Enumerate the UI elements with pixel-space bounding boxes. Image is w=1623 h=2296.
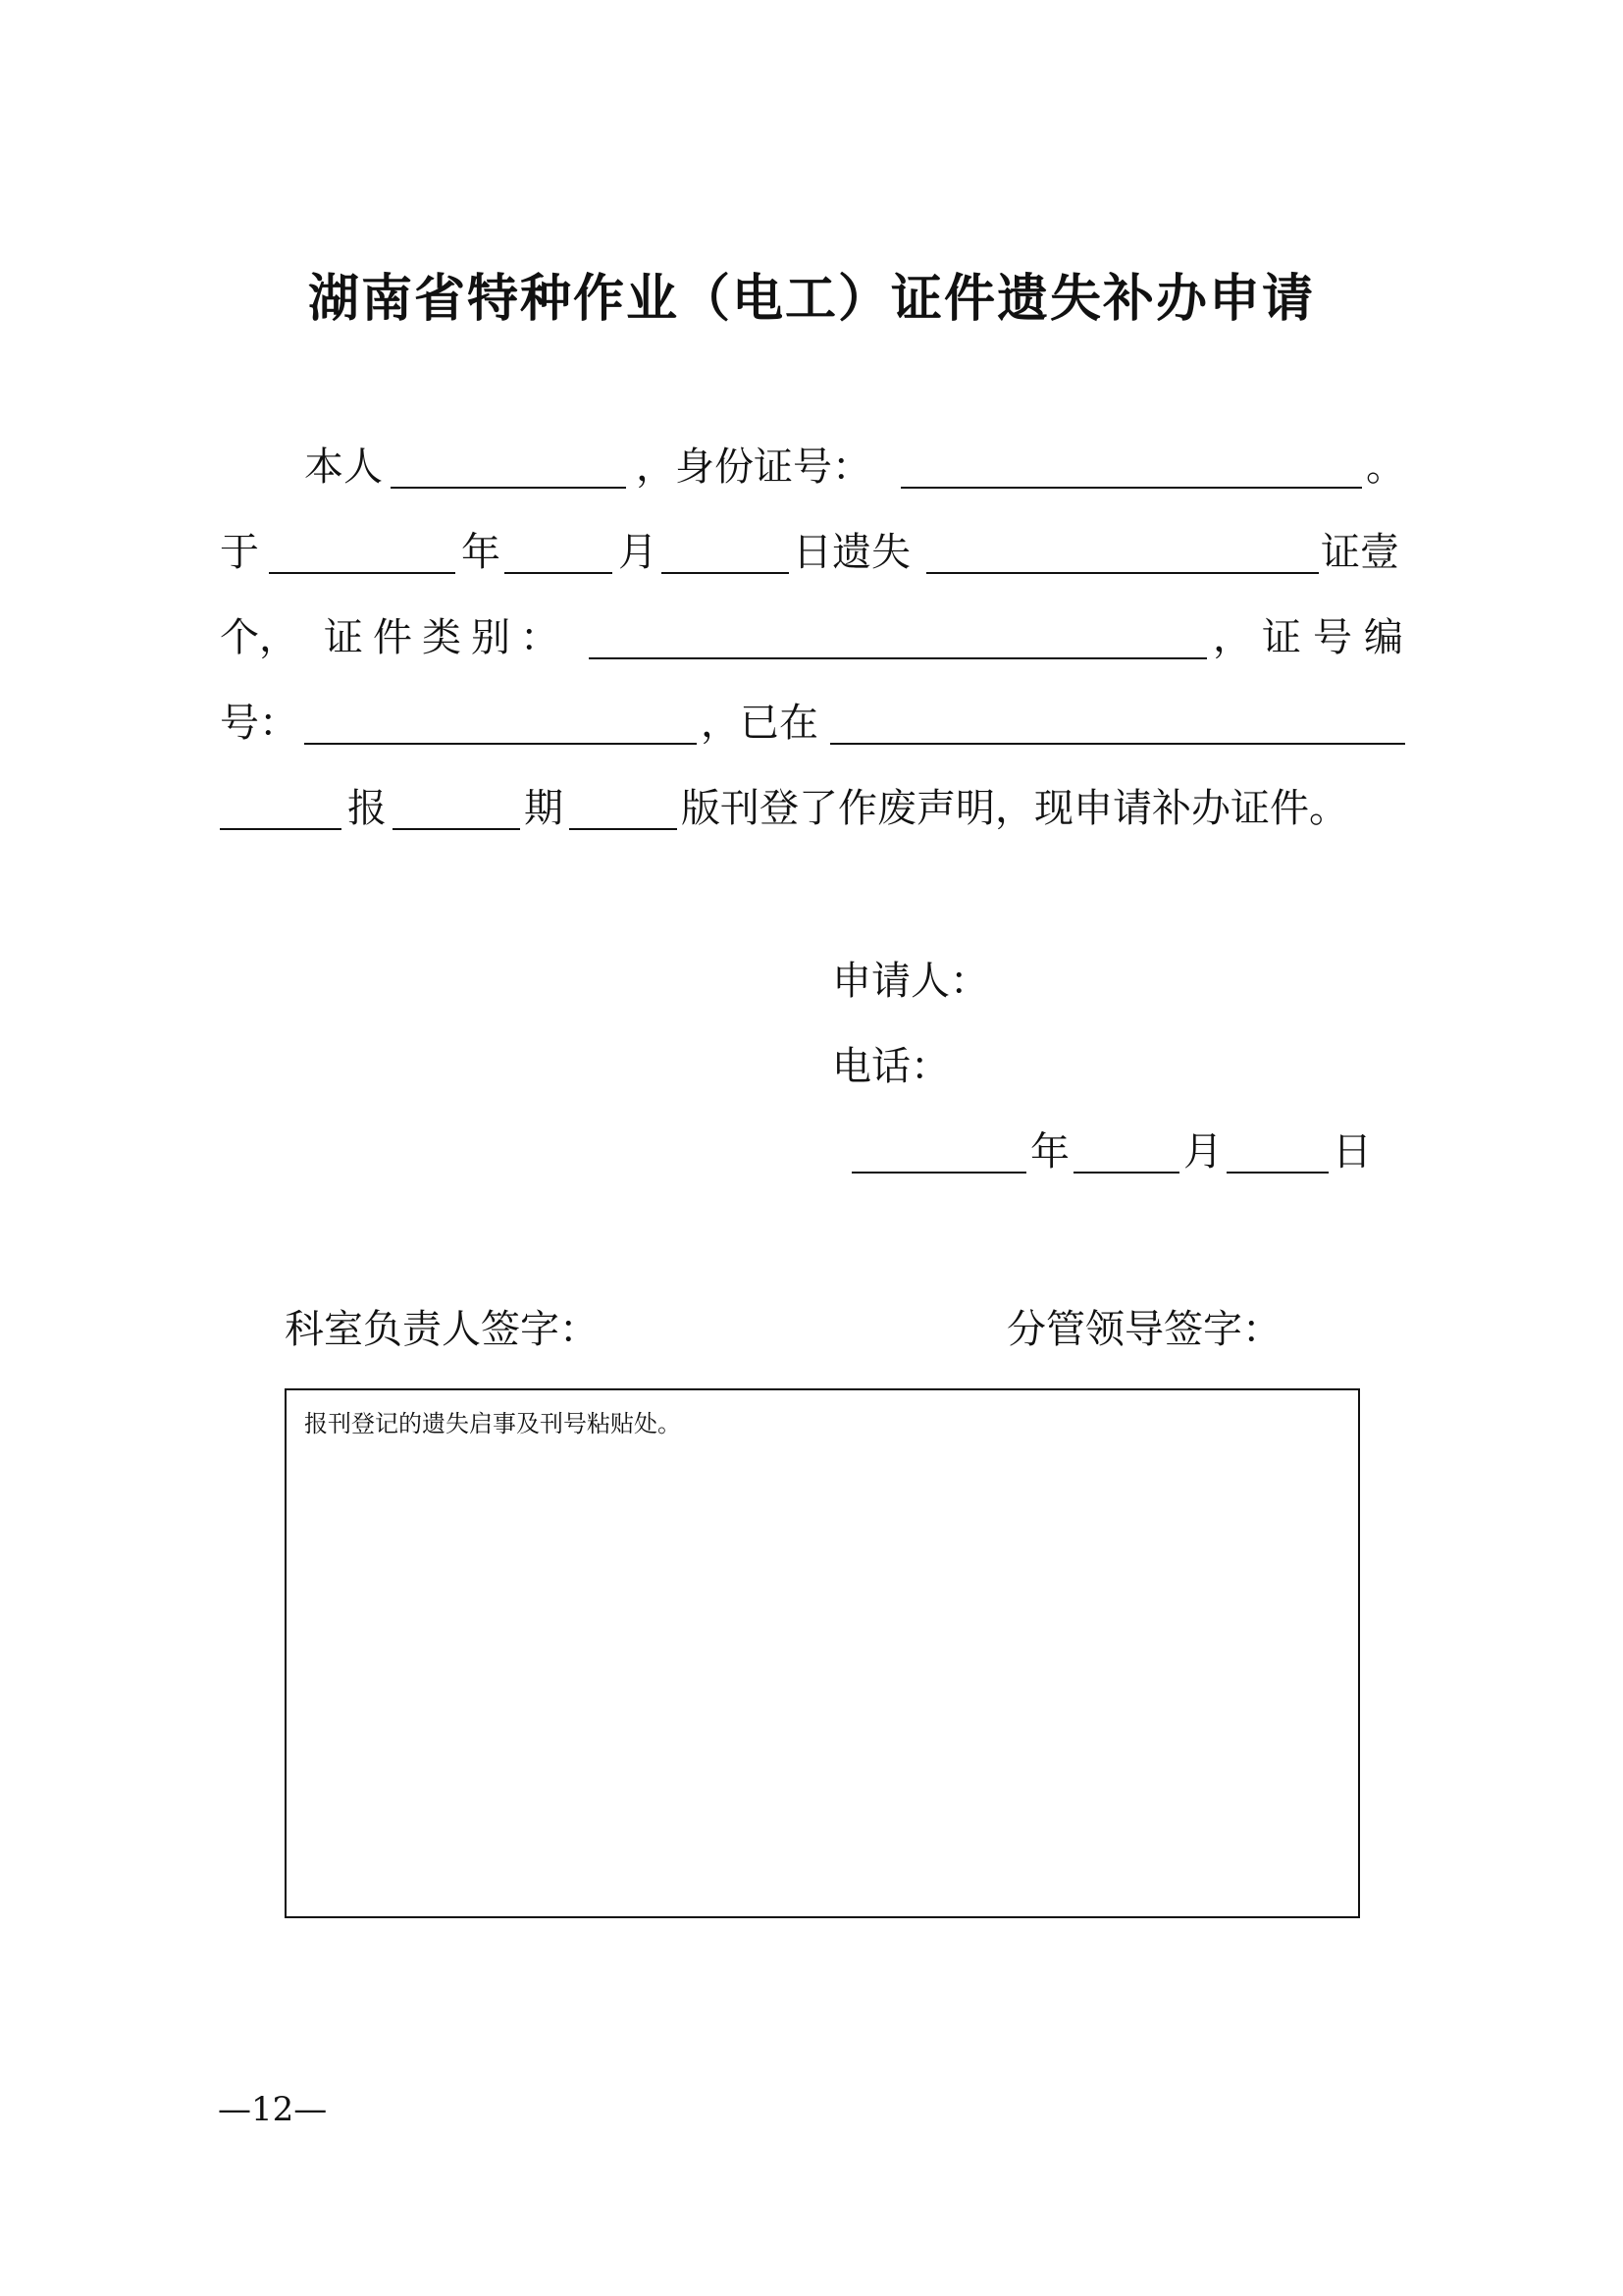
text-ri-yishi: 日遗失 <box>793 530 911 575</box>
certificate-type-blank[interactable] <box>589 657 1207 659</box>
page-title: 湖南省特种作业（电工）证件遗失补办申请 <box>307 269 1315 329</box>
newspaper-name-blank[interactable] <box>830 743 1405 745</box>
text-yu: 于 <box>220 530 259 575</box>
text-comma: ， <box>1213 615 1252 660</box>
loss-day-blank[interactable] <box>661 572 789 574</box>
body-line-3 <box>0 608 1623 667</box>
body-line-5 <box>0 779 1623 838</box>
text-nian-2: 年 <box>1030 1129 1070 1174</box>
text-yue: 月 <box>618 530 657 575</box>
text-ge: 个， <box>220 615 298 660</box>
text-ban-rest: 版刊登了作废声明，现申请补办证件。 <box>681 786 1348 831</box>
leader-signature-label: 分管领导签字： <box>1007 1307 1282 1352</box>
text-yizai: ，已在 <box>701 701 818 746</box>
lost-certificate-blank[interactable] <box>926 572 1319 574</box>
text-zhenghao-bian: 证号编 <box>1262 615 1415 660</box>
text-certificate-type-label: 证件类别： <box>324 615 569 660</box>
issue-blank[interactable] <box>393 828 520 830</box>
id-number-blank[interactable] <box>901 487 1362 489</box>
text-benren: 本人 <box>304 444 383 490</box>
section-head-signature-label: 科室负责人签字： <box>285 1307 599 1352</box>
loss-month-blank[interactable] <box>504 572 612 574</box>
application-year-blank[interactable] <box>852 1172 1026 1174</box>
text-id-label: ，身份证号： <box>636 444 871 490</box>
certificate-number-blank[interactable] <box>304 743 697 745</box>
text-hao: 号： <box>220 701 298 746</box>
page-section-blank[interactable] <box>569 828 677 830</box>
body-line-2 <box>0 523 1623 582</box>
page-number: —12— <box>218 2090 328 2129</box>
application-date-line <box>0 1122 1623 1181</box>
text-yue-2: 月 <box>1183 1129 1223 1174</box>
newspaper-clipping-paste-box <box>285 1388 1360 1918</box>
name-blank[interactable] <box>391 487 626 489</box>
text-period: 。 <box>1366 444 1405 490</box>
application-day-blank[interactable] <box>1227 1172 1329 1174</box>
text-qi: 期 <box>524 786 563 831</box>
applicant-label: 申请人： <box>832 959 989 1004</box>
text-nian: 年 <box>461 530 500 575</box>
phone-label: 电话： <box>832 1044 950 1089</box>
body-line-1 <box>0 438 1623 496</box>
text-bao: 报 <box>347 786 387 831</box>
text-ri-2: 日 <box>1333 1129 1372 1174</box>
newspaper-name-cont-blank[interactable] <box>220 828 341 830</box>
text-zheng-yi: 证壹 <box>1321 530 1399 575</box>
body-line-4 <box>0 694 1623 753</box>
paste-box-label: 报刊登记的遗失启事及刊号粘贴处。 <box>304 1410 681 1437</box>
loss-year-blank[interactable] <box>269 572 455 574</box>
application-month-blank[interactable] <box>1073 1172 1179 1174</box>
